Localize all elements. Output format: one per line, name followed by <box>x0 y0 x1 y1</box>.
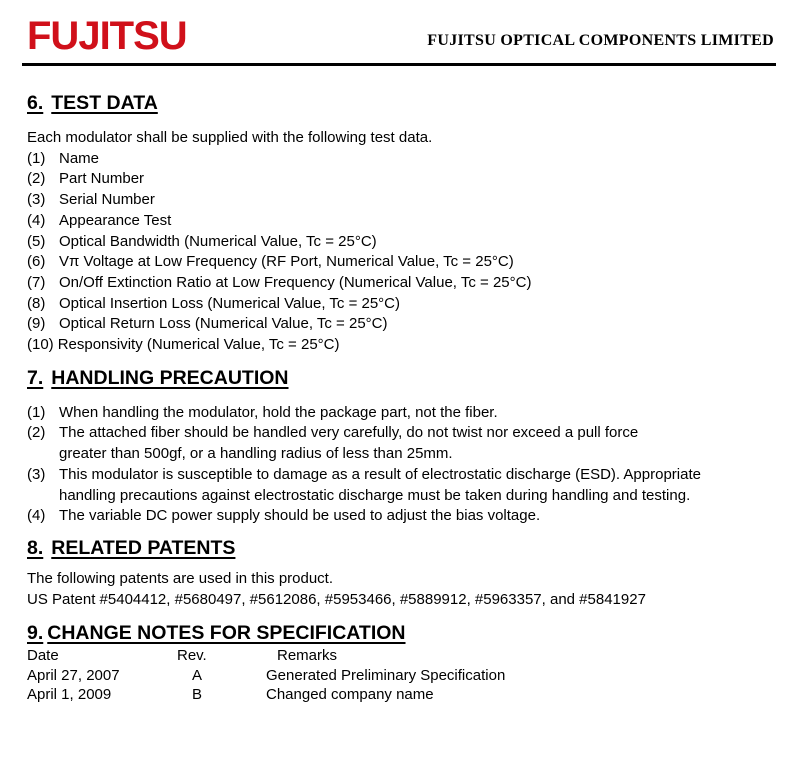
section-heading: 9. CHANGE NOTES FOR SPECIFICATION <box>27 622 406 645</box>
section-change-notes <box>27 620 767 705</box>
section-heading: 8. RELATED PATENTS <box>27 536 236 559</box>
list-item: (3) Serial Number <box>27 191 155 209</box>
page-header <box>0 0 793 70</box>
patents-intro: The following patents are used in this product. <box>27 569 334 587</box>
section-heading: 6. TEST DATA <box>27 92 158 114</box>
list-item: (4) The variable DC power supply should be used to adjust the bias voltage. <box>27 507 541 525</box>
precaution-list <box>27 403 767 527</box>
patents-list: US Patent #5404412, #5680497, #5612086, #5953466, #5889912, #5963357, and #5841927 <box>27 590 646 608</box>
change-notes-table <box>27 646 767 705</box>
list-item: (8) Optical Insertion Loss (Numerical Value, Tc = 25°C) <box>27 294 401 312</box>
section-handling-precaution <box>27 365 767 527</box>
company-name: FUJITSU OPTICAL COMPONENTS LIMITED <box>427 32 774 49</box>
section-test-data <box>27 90 767 356</box>
header-rule <box>22 63 776 66</box>
list-item: (5) Optical Bandwidth (Numerical Value, Tc = 25°C) <box>27 232 377 250</box>
column-header-remarks: Remarks <box>277 647 338 665</box>
fujitsu-logo: FUJITSU <box>27 14 187 58</box>
list-item: (4) Appearance Test <box>27 211 172 229</box>
list-item: (1) When handling the modulator, hold the package part, not the fiber. <box>27 403 498 421</box>
list-item: (2) Part Number <box>27 170 145 188</box>
list-item: (2) The attached fiber should be handled very carefully, do not twist nor exceed a pull force greater than 500gf, or a handling radius of less than 25mm. <box>27 424 639 463</box>
column-header-rev: Rev. <box>177 647 207 665</box>
list-item: (3) This modulator is susceptible to damage as a result of electrostatic discharge (ESD). Appropriate handling precautions against electrostatic discharge must be taken during handling and testing. <box>27 465 701 504</box>
table-header <box>27 646 767 666</box>
section-heading: 7. HANDLING PRECAUTION <box>27 366 289 389</box>
list-item: (10) Responsivity (Numerical Value, Tc = 25°C) <box>27 336 340 354</box>
section-intro: Each modulator shall be supplied with the following test data. <box>27 129 433 146</box>
list-item: (6) Vπ Voltage at Low Frequency (RF Port, Numerical Value, Tc = 25°C) <box>27 253 514 271</box>
list-item: (7) On/Off Extinction Ratio at Low Frequency (Numerical Value, Tc = 25°C) <box>27 273 532 291</box>
list-item: (1) Name <box>27 149 100 167</box>
table-row: April 27, 2007 A Generated Preliminary Specification <box>27 666 506 684</box>
test-data-list <box>27 149 767 356</box>
list-item: (9) Optical Return Loss (Numerical Value, Tc = 25°C) <box>27 315 388 333</box>
column-header-date: Date <box>27 647 59 665</box>
document-body <box>27 90 767 705</box>
section-related-patents <box>27 535 767 610</box>
table-row: April 1, 2009 B Changed company name <box>27 686 434 704</box>
patents-body <box>27 569 767 610</box>
